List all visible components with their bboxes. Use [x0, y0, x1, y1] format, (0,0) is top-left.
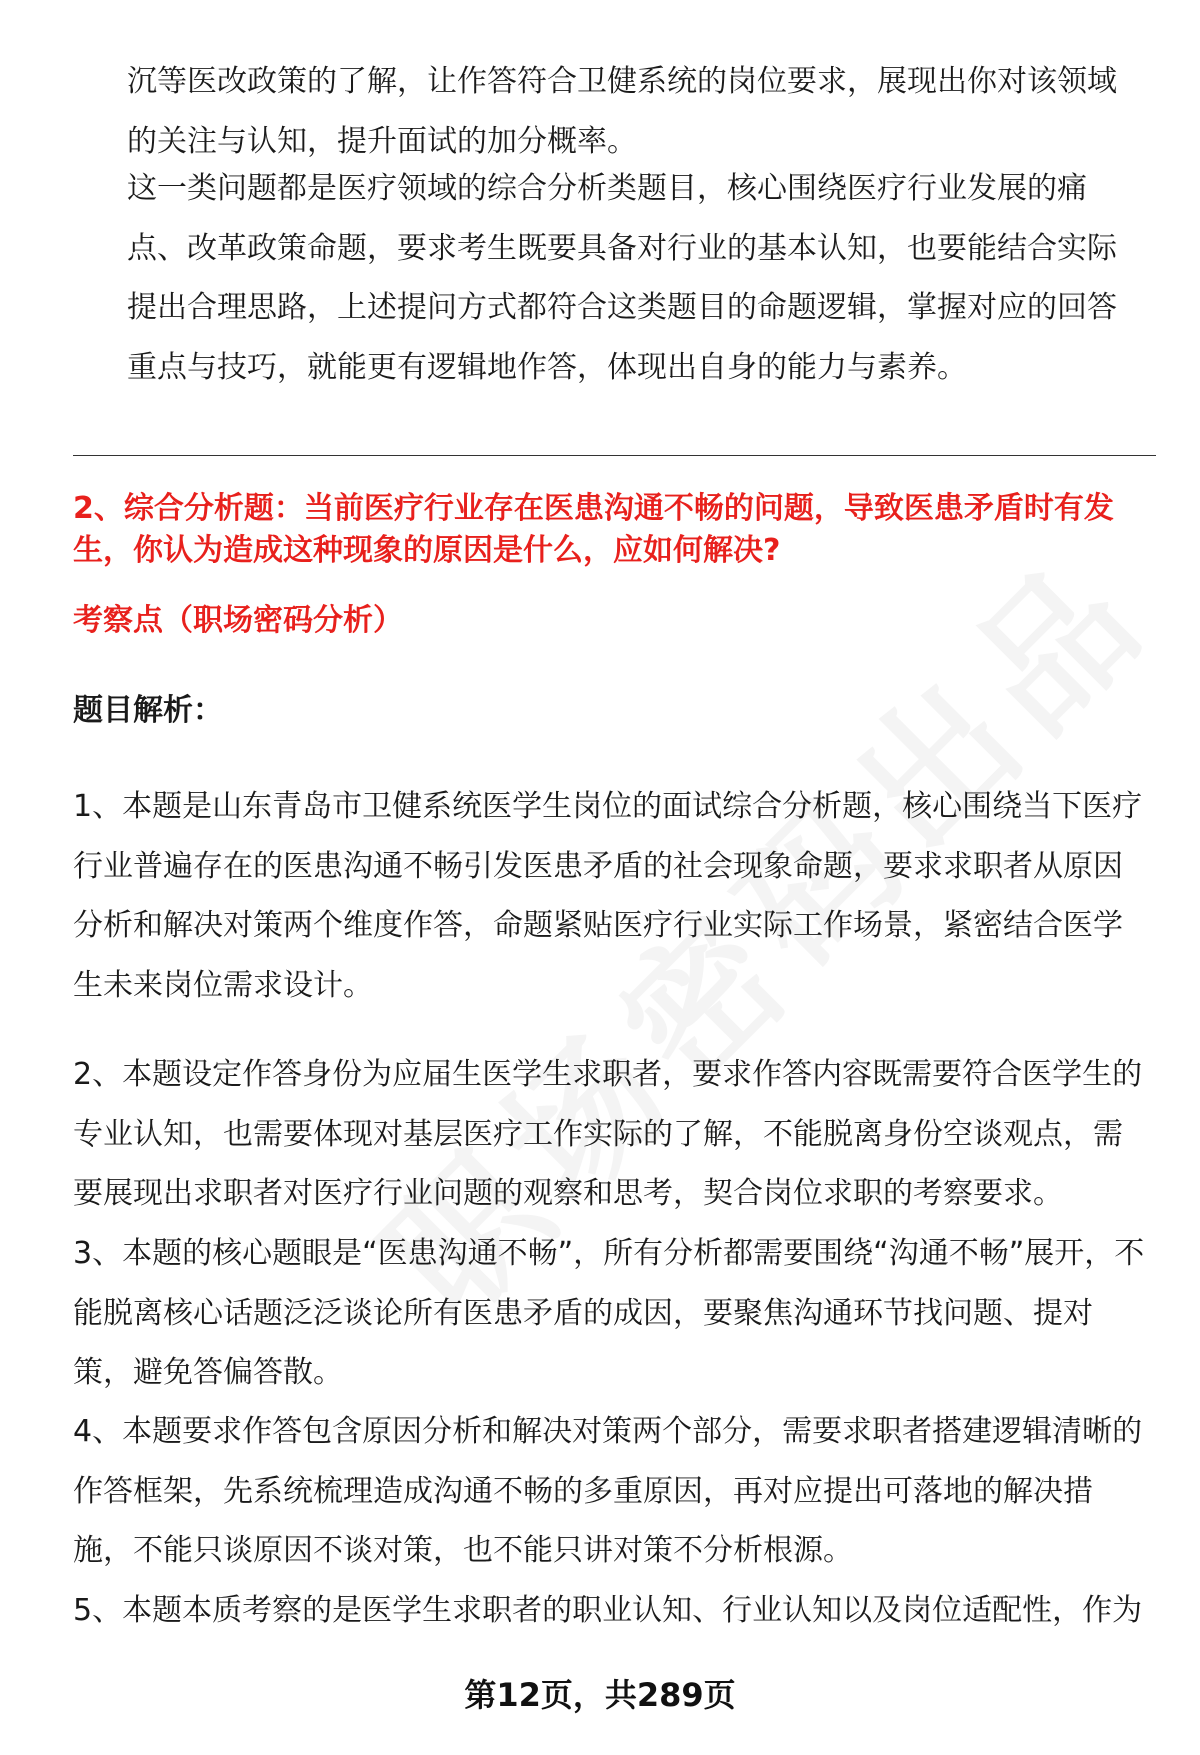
analysis-point-1: 1、本题是山东青岛市卫健系统医学生岗位的面试综合分析题，核心围绕当下医疗行业普遍存在的医患沟通不畅引发医患矛盾的社会现象命题，要求求职者从原因分析和解决对策两个维度作答，命题紧贴医疗行业实际工作场景，紧密结合医学生未来岗位需求设计。: [73, 789, 1143, 1003]
intro-paragraph-2: 这一类问题都是医疗领域的综合分析类题目，核心围绕医疗行业发展的痛点、改革政策命题，要求考生既要具备对行业的基本认知，也要能结合实际提出合理思路，上述提问方式都符合这类题目的命题逻辑，掌握对应的回答重点与技巧，就能更有逻辑地作答，体现出自身的能力与素养。: [127, 171, 1117, 385]
intro-paragraph-1: 沉等医改政策的了解，让作答符合卫健系统的岗位要求，展现出你对该领域的关注与认知，提升面试的加分概率。: [127, 64, 1117, 159]
section-divider: [73, 455, 1156, 456]
analysis-heading: 题目解析：: [73, 693, 223, 728]
analysis-point-3: 3、本题的核心题眼是“医患沟通不畅”，所有分析都需要围绕“沟通不畅”展开，不能脱离核心话题泛泛谈论所有医患矛盾的成因，要聚焦沟通环节找问题、提对策，避免答偏答散。: [73, 1236, 1145, 1390]
analysis-point-4: 4、本题要求作答包含原因分析和解决对策两个部分，需要求职者搭建逻辑清晰的作答框架，先系统梳理造成沟通不畅的多重原因，再对应提出可落地的解决措施，不能只谈原因不谈对策，也不能只讲对策不分析根源。: [73, 1414, 1143, 1568]
analysis-point-2: 2、本题设定作答身份为应届生医学生求职者，要求作答内容既需要符合医学生的专业认知，也需要体现对基层医疗工作实际的了解，不能脱离身份空谈观点，需要展现出求职者对医疗行业问题的观察和思考，契合岗位求职的考察要求。: [73, 1057, 1143, 1211]
kaochadian-heading: 考察点（职场密码分析）: [73, 603, 403, 638]
question-title: 2、综合分析题：当前医疗行业存在医患沟通不畅的问题，导致医患矛盾时有发生，你认为造成这种现象的原因是什么，应如何解决?: [73, 491, 1114, 568]
analysis-point-5: 5、本题本质考察的是医学生求职者的职业认知、行业认知以及岗位适配性，作为: [73, 1593, 1143, 1628]
page-footer: 第12页，共289页: [464, 1676, 736, 1714]
